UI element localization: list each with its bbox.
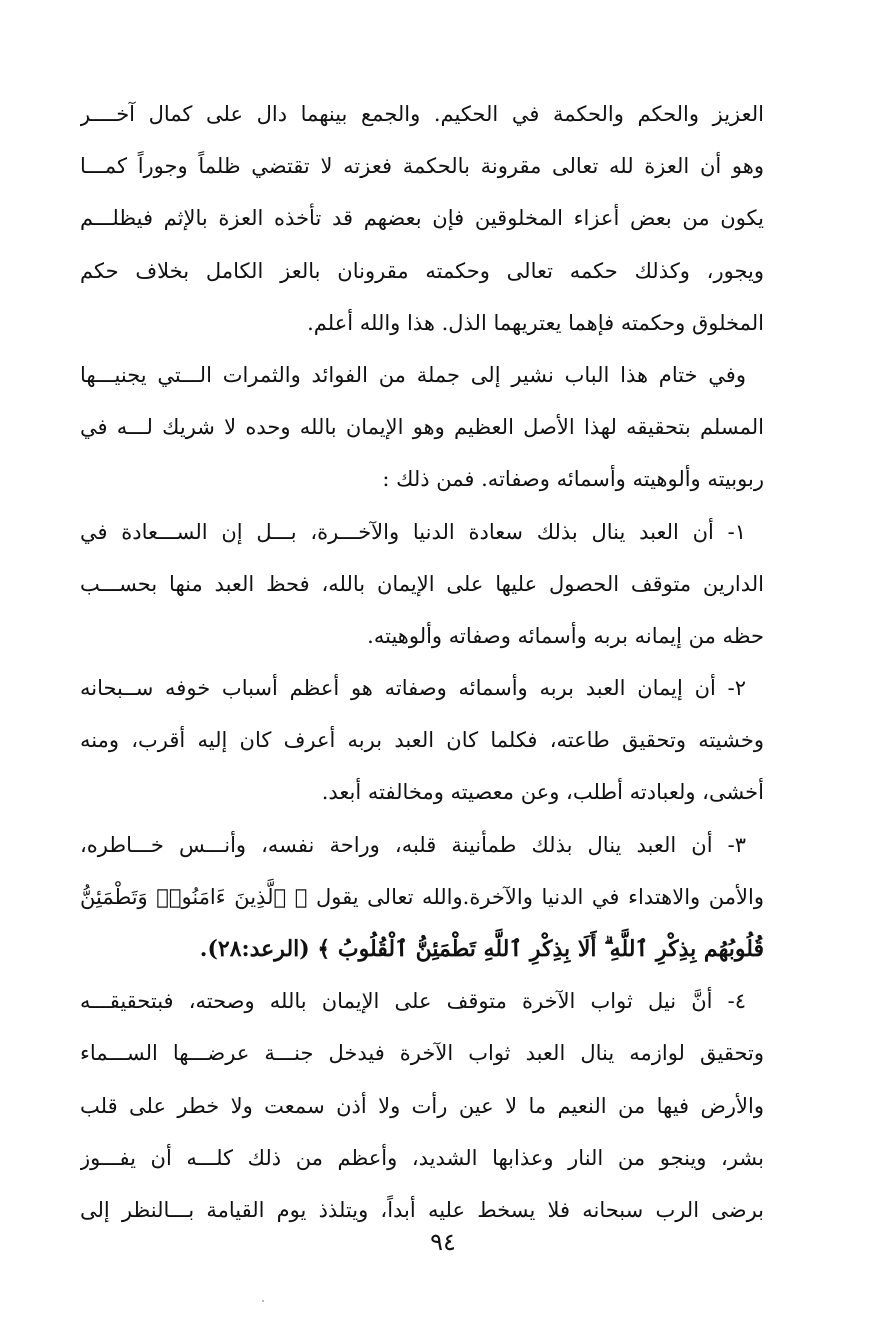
text-line-20: والأرض فيها من النعيم ما لا عين رأت ولا أذن سمعت ولا خطر على قلب — [80, 1093, 764, 1118]
text-line-16: والأمن والاهتداء في الدنيا والآخرة.والله تعالى يقول ﴿ ٱلَّذِينَ ءَامَنُوا۟ وَتَطْمَئِنُّ — [80, 884, 764, 909]
text-line-2: وهو أن العزة لله تعالى مقرونة بالحكمة فعزته لا تقتضي ظلماً وجوراً كمـــا — [80, 154, 764, 179]
quran-verse-line: قُلُوبُهُم بِذِكْرِ ٱللَّهِ ۗ أَلَا بِذِكْرِ ٱللَّهِ تَطْمَئِنُّ ٱلْقُلُوبُ ﴾ (الرعد:٢٨). — [199, 936, 764, 962]
text-line-22: برضى الرب سبحانه فلا يسخط عليه أبداً، ويتلذذ يوم القيامة بـــالنظر إلى — [80, 1197, 764, 1222]
text-line-15: ٣- أن العبد ينال بذلك طمأنينة قلبه، وراحة نفسه، وأنـــس خـــاطره، — [80, 832, 746, 857]
page-number: ٩٤ — [430, 1228, 456, 1256]
text-line-6: وفي ختام هذا الباب نشير إلى جملة من الفوائد والثمرات الـــتي يجنيـــها — [80, 362, 746, 387]
text-line-9: ١- أن العبد ينال بذلك سعادة الدنيا والآخـــرة، بـــل إن الســـعادة في — [80, 519, 746, 544]
text-line-7: المسلم بتحقيقه لهذا الأصل العظيم وهو الإيمان بالله وحده لا شريك لـــه في — [80, 415, 764, 440]
book-page-text — [80, 88, 764, 1236]
text-line-3: يكون من بعض أعزاء المخلوقين فإن بعضهم قد تأخذه العزة بالإثم فيظلـــم — [80, 206, 764, 231]
text-line-19: وتحقيق لوازمه ينال العبد ثواب الآخرة فيدخل جنـــة عرضـــها الســـماء — [80, 1041, 764, 1066]
text-line-21: بشر، وينجو من النار وعذابها الشديد، وأعظم من ذلك كلـــه أن يفـــوز — [80, 1145, 764, 1170]
text-line-5: المخلوق وحكمته فإهما يعتريهما الذل. هذا والله أعلم. — [307, 310, 764, 335]
text-line-14: أخشى، ولعبادته أطلب، وعن معصيته ومخالفته أبعد. — [321, 780, 764, 805]
text-line-13: وخشيته وتحقيق طاعته، فكلما كان العبد بربه أعرف كان إليه أقرب، ومنه — [80, 728, 764, 753]
text-line-1: العزيز والحكم والحكمة في الحكيم. والجمع بينهما دال على كمال آخــــر — [80, 102, 764, 126]
text-line-10: الدارين متوقف الحصول عليها على الإيمان بالله، فحظ العبد منها بحســـب — [80, 571, 764, 596]
scan-speck — [262, 1300, 264, 1302]
text-line-4: ويجور، وكذلك حكمه تعالى وحكمته مقرونان بالعز الكامل بخلاف حكم — [80, 258, 764, 283]
text-line-12: ٢- أن إيمان العبد بربه وأسمائه وصفاته هو أعظم أسباب خوفه ســبحانه — [80, 676, 746, 701]
text-line-11: حظه من إيمانه بربه وأسمائه وصفاته وألوهيته. — [367, 623, 764, 648]
text-line-8: ربوبيته وألوهيته وأسمائه وصفاته. فمن ذلك : — [382, 467, 764, 492]
text-line-18: ٤- أنَّ نيل ثواب الآخرة متوقف على الإيمان بالله وصحته، فبتحقيقـــه — [80, 989, 746, 1014]
